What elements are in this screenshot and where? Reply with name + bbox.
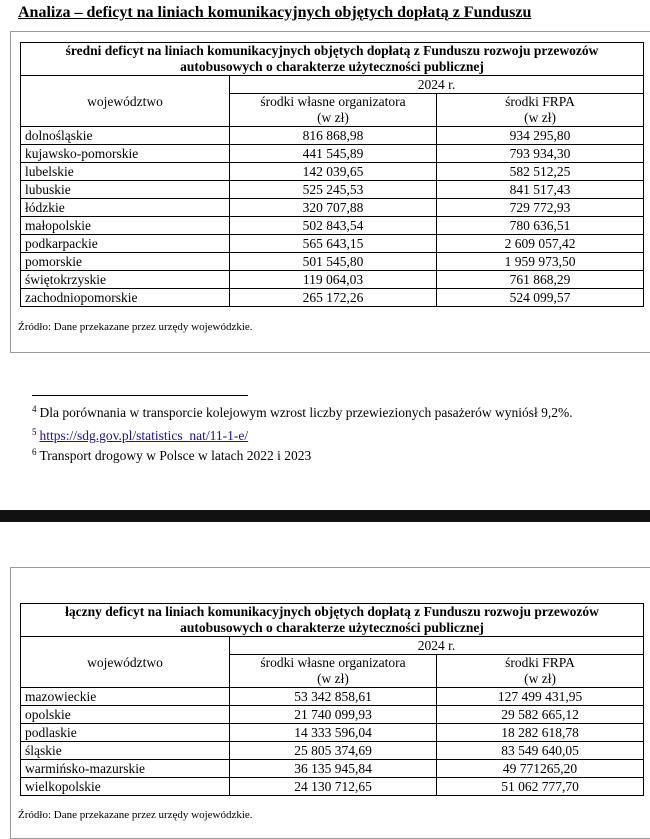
table1-source: Źródło: Dane przekazane przez urzędy wojewódzkie. [18,321,253,333]
frpa-cell: 761 868,29 [437,271,644,289]
own-funds-cell: 320 707,88 [230,199,437,217]
own-funds-cell: 565 643,15 [230,235,437,253]
table1-title: średni deficyt na liniach komunikacyjnych objętych dopłatą z Funduszu rozwoju przewozów autobusowych o charakterze użyteczności publicznej [21,43,644,76]
table-row [21,724,644,742]
frpa-cell: 127 499 431,95 [437,688,644,706]
frpa-cell: 2 609 057,42 [437,235,644,253]
frpa-cell: 793 934,30 [437,145,644,163]
voivodeship-cell: podlaskie [21,724,230,742]
own-funds-cell: 36 135 945,84 [230,760,437,778]
table2-col-frpa-unit: (w zł) [437,671,644,688]
frpa-cell: 524 099,57 [437,289,644,307]
table2-col-own-funds-unit: (w zł) [230,671,437,688]
own-funds-cell: 14 333 596,04 [230,724,437,742]
table-row [21,289,644,307]
section-heading: Analiza – deficyt na liniach komunikacyjnych objętych dopłatą z Funduszu [18,4,532,21]
voivodeship-cell: pomorskie [21,253,230,271]
footnote-5-link[interactable]: https://sdg.gov.pl/statistics_nat/11-1-e/ [39,428,249,443]
own-funds-cell: 265 172,26 [230,289,437,307]
footnote-5 [32,427,248,444]
table-row [21,760,644,778]
table2-frame [10,567,650,839]
table-row [21,217,644,235]
footnote-6-number: 6 [32,447,37,457]
footnote-6-text: Transport drogowy w Polsce w latach 2022 i 2023 [39,448,312,463]
voivodeship-cell: kujawsko-pomorskie [21,145,230,163]
table-row [21,271,644,289]
table2 [20,603,644,796]
table1-col-voivodeship: województwo [21,76,230,127]
table-row [21,706,644,724]
table1 [20,42,644,307]
footnote-4-number: 4 [32,404,37,414]
voivodeship-cell: wielkopolskie [21,778,230,796]
frpa-cell: 934 295,80 [437,127,644,145]
frpa-cell: 729 772,93 [437,199,644,217]
table-row [21,127,644,145]
footnote-4 [32,404,573,421]
table2-col-frpa: środki FRPA [437,655,644,672]
voivodeship-cell: lubuskie [21,181,230,199]
voivodeship-cell: lubelskie [21,163,230,181]
frpa-cell: 1 959 973,50 [437,253,644,271]
table1-frame [10,31,650,353]
frpa-cell: 29 582 665,12 [437,706,644,724]
table1-year: 2024 r. [230,76,644,94]
frpa-cell: 780 636,51 [437,217,644,235]
table-row [21,181,644,199]
voivodeship-cell: zachodniopomorskie [21,289,230,307]
table-row [21,199,644,217]
voivodeship-cell: opolskie [21,706,230,724]
table2-body [21,688,644,796]
table-row [21,742,644,760]
own-funds-cell: 501 545,80 [230,253,437,271]
page-separator-bar [0,510,650,522]
table-row [21,688,644,706]
frpa-cell: 49 771265,20 [437,760,644,778]
own-funds-cell: 441 545,89 [230,145,437,163]
table-row [21,235,644,253]
frpa-cell: 18 282 618,78 [437,724,644,742]
table-row [21,145,644,163]
own-funds-cell: 502 843,54 [230,217,437,235]
frpa-cell: 841 517,43 [437,181,644,199]
table2-source: Źródło: Dane przekazane przez urzędy wojewódzkie. [18,809,253,821]
table1-body [21,127,644,307]
footnote-4-text: Dla porównania w transporcie kolejowym wzrost liczby przewiezionych pasażerów wyniósł 9,2%. [39,405,573,420]
own-funds-cell: 25 805 374,69 [230,742,437,760]
table1-col-own-funds: środki własne organizatora [230,94,437,111]
table1-col-frpa-unit: (w zł) [437,110,644,127]
table1-col-own-funds-unit: (w zł) [230,110,437,127]
table-row [21,253,644,271]
table2-title: łączny deficyt na liniach komunikacyjnych objętych dopłatą z Funduszu rozwoju przewozów autobusowych o charakterze użyteczności publicznej [21,604,644,637]
own-funds-cell: 525 245,53 [230,181,437,199]
own-funds-cell: 119 064,03 [230,271,437,289]
voivodeship-cell: mazowieckie [21,688,230,706]
own-funds-cell: 21 740 099,93 [230,706,437,724]
voivodeship-cell: świętokrzyskie [21,271,230,289]
voivodeship-cell: warmińsko-mazurskie [21,760,230,778]
voivodeship-cell: dolnośląskie [21,127,230,145]
voivodeship-cell: śląskie [21,742,230,760]
own-funds-cell: 142 039,65 [230,163,437,181]
frpa-cell: 83 549 640,05 [437,742,644,760]
footnote-5-number: 5 [32,427,37,437]
footnote-divider [32,395,248,396]
table1-col-frpa: środki FRPA [437,94,644,111]
own-funds-cell: 816 868,98 [230,127,437,145]
own-funds-cell: 53 342 858,61 [230,688,437,706]
voivodeship-cell: łódzkie [21,199,230,217]
own-funds-cell: 24 130 712,65 [230,778,437,796]
frpa-cell: 51 062 777,70 [437,778,644,796]
table-row [21,163,644,181]
table2-col-own-funds: środki własne organizatora [230,655,437,672]
footnote-6 [32,447,311,464]
voivodeship-cell: małopolskie [21,217,230,235]
table-row [21,778,644,796]
table2-col-voivodeship: województwo [21,637,230,688]
table2-year: 2024 r. [230,637,644,655]
voivodeship-cell: podkarpackie [21,235,230,253]
frpa-cell: 582 512,25 [437,163,644,181]
